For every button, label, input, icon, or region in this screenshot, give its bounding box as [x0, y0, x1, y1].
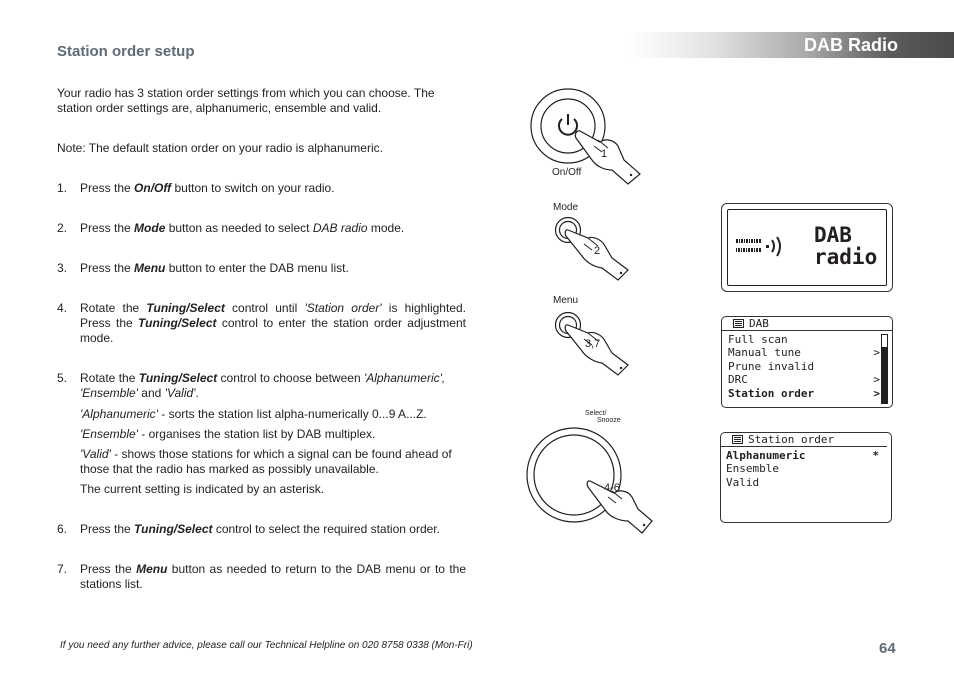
dab-signal-icon	[736, 236, 792, 258]
display-line-1: DAB	[814, 223, 852, 247]
menu-scrollbar-thumb	[882, 347, 887, 403]
intro-paragraph	[57, 86, 466, 116]
step-text: Press the	[80, 562, 137, 576]
menu-row-station-order	[722, 387, 892, 400]
menu-scrollbar	[881, 334, 888, 404]
step-keyword: Tuning/Select	[146, 301, 225, 315]
asterisk-marker: *	[872, 449, 879, 462]
step-text: .	[195, 386, 199, 400]
note-paragraph	[57, 141, 466, 156]
detail-term: 'Ensemble'	[80, 427, 138, 441]
step-2	[57, 221, 466, 236]
menu-header	[722, 317, 892, 331]
station-order-row-alphanumeric	[721, 449, 891, 462]
step-text: control to enter the station order adjustment mode.	[80, 316, 466, 345]
select-label-2: Snooze	[597, 417, 621, 424]
step-4	[57, 301, 466, 346]
station-order-header	[721, 433, 887, 447]
step-mode: DAB radio	[312, 221, 368, 235]
detail-text: - sorts the station list alpha-numerically 0...9 A...Z.	[157, 407, 427, 421]
step-text: button to enter the DAB menu list.	[165, 261, 349, 275]
header-title: DAB Radio	[804, 35, 898, 55]
page-number: 64	[879, 640, 896, 657]
display-station-order	[720, 432, 892, 523]
step-number: 4.	[57, 301, 68, 315]
onoff-step-number: 1	[601, 148, 608, 160]
step-3	[57, 261, 466, 276]
menu-row-arrow: >	[873, 373, 880, 387]
step-number: 5.	[57, 371, 68, 385]
step-text: Press the	[80, 221, 135, 235]
menu-list-icon	[732, 435, 743, 444]
detail-text: - organises the station list by DAB multiplex.	[137, 427, 376, 441]
step-number: 6.	[57, 522, 68, 536]
menu-row-label: Full scan	[728, 333, 788, 346]
step-text: Press the	[80, 181, 135, 195]
onoff-label: On/Off	[552, 167, 582, 178]
menu-row-full-scan	[722, 333, 892, 346]
menu-row-arrow: >	[873, 386, 880, 400]
detail-term: 'Alphanumeric'	[80, 407, 158, 421]
menu-step-number: 3,7	[585, 338, 601, 350]
menu-row-label: DRC	[728, 373, 748, 387]
display-dab-radio	[721, 203, 893, 292]
step-text: is highlighted. Press the	[80, 301, 466, 330]
step-option: 'Station order'	[304, 301, 382, 315]
step-number: 3.	[57, 261, 68, 275]
menu-row-label: Manual tune	[728, 346, 801, 360]
display-line-2: radio	[814, 245, 878, 269]
menu-row-drc	[722, 373, 892, 386]
menu-list-icon	[733, 319, 744, 328]
step-text: control to choose between	[217, 371, 364, 385]
menu-row-arrow: >	[873, 346, 880, 360]
step-text: control until	[224, 301, 305, 315]
step-text: Press the	[80, 522, 135, 536]
step-text: Press the	[80, 261, 135, 275]
header-bar	[630, 32, 954, 58]
footer-helpline: If you need any further advice, please call our Technical Helpline on 020 8758 0338 (Mon-Fri)	[60, 640, 473, 651]
menu-row-manual-tune	[722, 346, 892, 359]
step-5-detail-ensemble	[80, 427, 466, 442]
note-text: Note: The default station order on your radio is alphanumeric.	[57, 141, 383, 155]
step-number: 1.	[57, 181, 68, 195]
station-order-row-ensemble	[721, 462, 891, 475]
step-keyword: Tuning/Select	[138, 316, 217, 330]
step-option: 'Alphanumeric', 'Ensemble'	[80, 371, 446, 400]
step-text: mode.	[367, 221, 405, 235]
select-knob-illustration	[526, 421, 661, 536]
menu-title: DAB	[749, 317, 769, 330]
step-text: and	[137, 386, 165, 400]
step-keyword: Menu	[136, 562, 168, 576]
mode-step-number: 2	[594, 245, 601, 257]
step-keyword: Menu	[134, 261, 166, 275]
display-dab-menu	[721, 316, 893, 408]
menu-row-label: Prune invalid	[728, 359, 815, 373]
step-7	[57, 562, 466, 592]
step-5-current: The current setting is indicated by an asterisk.	[80, 482, 325, 496]
step-5-detail-alphanumeric	[80, 407, 466, 422]
intro-text: Your radio has 3 station order settings from which you can choose. The station order settings are, alphanumeric, ensemble and valid.	[57, 86, 435, 115]
step-keyword: Mode	[134, 221, 166, 235]
select-label-1: Select/	[585, 410, 607, 417]
detail-text: - shows those stations for which a signal can be found ahead of those that the radio has marked as possibly unavailable.	[80, 447, 452, 476]
step-text: button as needed to return to the DAB menu or to the stations list.	[80, 562, 466, 591]
step-1	[57, 181, 466, 196]
section-title: Station order setup	[57, 43, 195, 60]
step-text: button as needed to select	[165, 221, 313, 235]
step-keyword: Tuning/Select	[134, 522, 213, 536]
station-order-row-valid	[721, 476, 891, 489]
detail-term: 'Valid'	[80, 447, 111, 461]
step-5-detail-valid	[80, 447, 466, 477]
step-option: 'Valid'	[164, 386, 196, 400]
menu-row-label: Station order	[728, 386, 815, 400]
station-order-title: Station order	[748, 433, 835, 446]
step-5	[57, 371, 466, 401]
menu-label: Menu	[553, 295, 579, 306]
step-number: 7.	[57, 562, 68, 576]
step-text: button to switch on your radio.	[171, 181, 335, 195]
mode-label: Mode	[553, 202, 579, 213]
step-text: Rotate the	[80, 301, 147, 315]
station-order-row-label: Alphanumeric	[726, 449, 806, 462]
step-keyword: Tuning/Select	[138, 371, 218, 385]
station-order-row-label: Valid	[726, 475, 760, 489]
step-6	[57, 522, 466, 537]
step-keyword: On/Off	[134, 181, 172, 195]
step-number: 2.	[57, 221, 68, 235]
onoff-button-illustration	[528, 88, 648, 183]
menu-row-prune-invalid	[722, 360, 892, 373]
select-step-number: 4-6	[604, 482, 620, 494]
step-text: Rotate the	[80, 371, 139, 385]
step-text: control to select the required station order.	[212, 522, 440, 536]
station-order-row-label: Ensemble	[726, 462, 779, 476]
